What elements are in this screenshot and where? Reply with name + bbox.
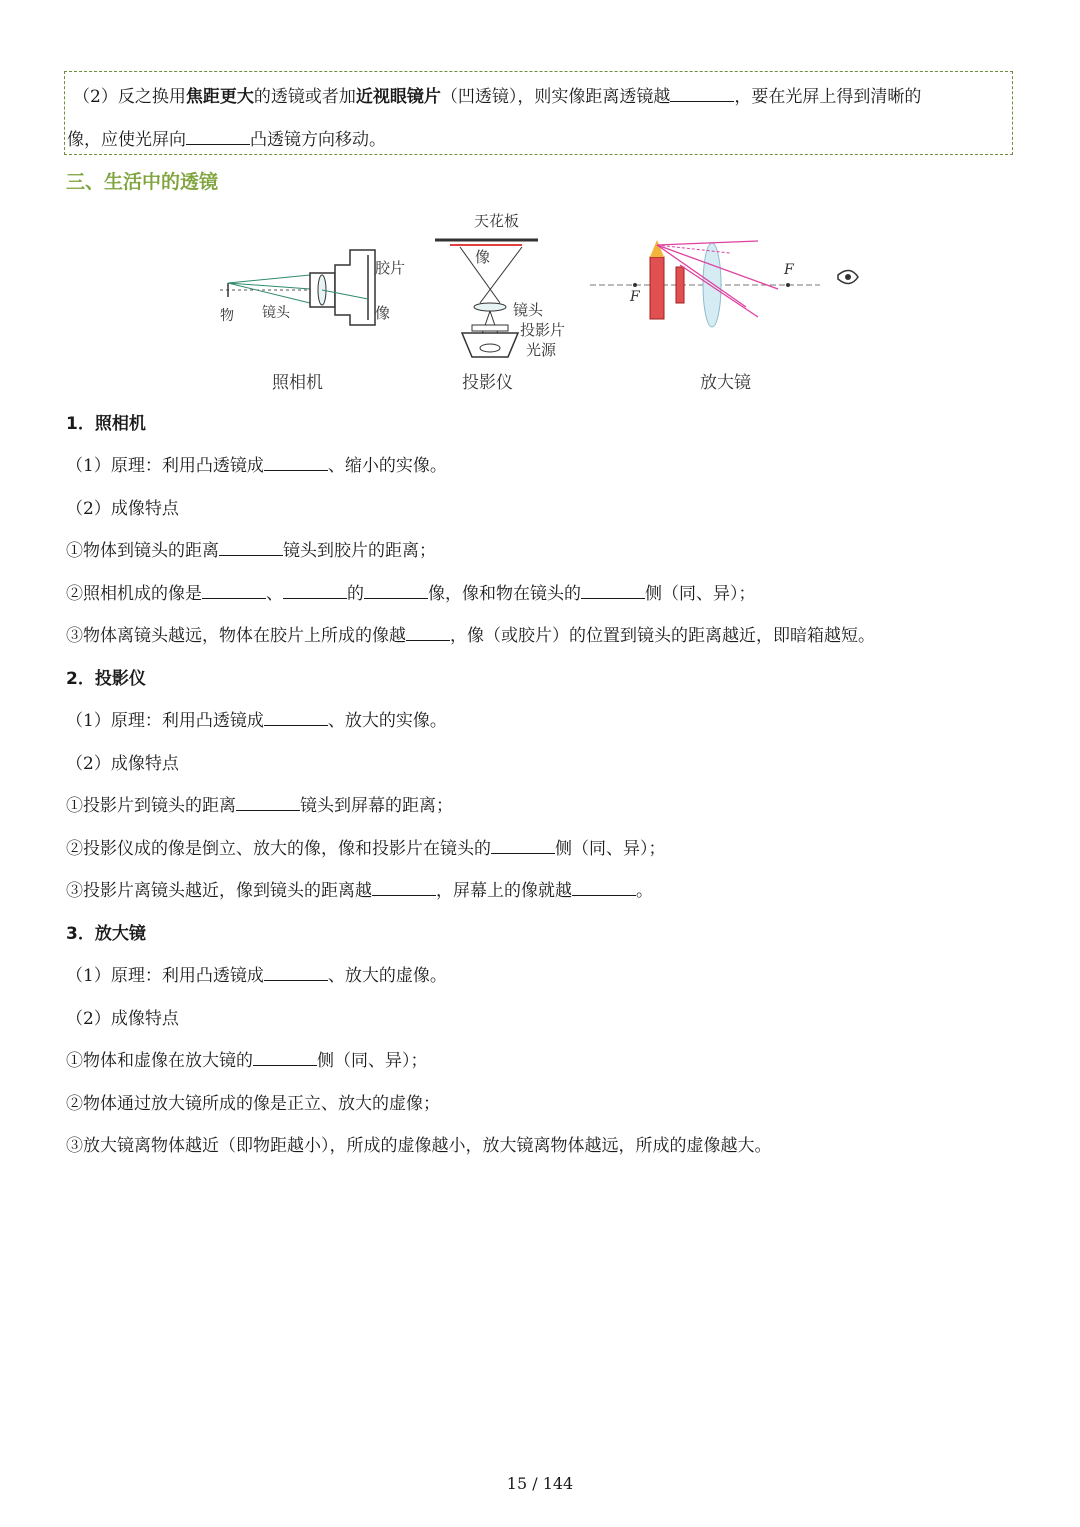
heading-magnifier: 3．放大镜 (66, 924, 146, 944)
projector-diagram (435, 212, 565, 359)
magnifier-item-3: ③放大镜离物体越近（即物距越小），所成的虚像越小，放大镜离物体越远，所成的虚像越大。 (66, 1136, 772, 1156)
note-line-1: （2）反之换用焦距更大的透镜或者加近视眼镜片（凹透镜），则实像距离透镜越 ，要在光屏上得到清晰的 (73, 87, 922, 107)
magnifier-label-f-right: F (784, 262, 794, 278)
heading-camera: 1．照相机 (66, 414, 146, 434)
fill-blank[interactable] (202, 584, 266, 599)
camera-label-object: 物 (220, 308, 234, 324)
camera-item-2: ②照相机成的像是 、 的 像，像和物在镜头的 侧（同、异）； (66, 584, 756, 604)
lens-figure (210, 205, 870, 400)
camera-features: （2）成像特点 (66, 499, 179, 519)
projector-label-image: 像 (475, 248, 491, 266)
emphasis-myopia: 近视眼镜片 (355, 87, 441, 107)
fill-blank[interactable] (572, 881, 636, 896)
camera-label-image: 像 (375, 304, 391, 322)
fill-blank[interactable] (236, 796, 300, 811)
note-box (64, 71, 1013, 155)
fill-blank[interactable] (372, 881, 436, 896)
fill-blank[interactable] (186, 130, 250, 145)
heading-projector: 2．投影仪 (66, 669, 146, 689)
magnifier-label-f-left: F (630, 289, 640, 305)
magnifier-item-2: ②物体通过放大镜所成的像是正立、放大的虚像； (66, 1094, 440, 1114)
projector-item-2: ②投影仪成的像是倒立、放大的像，像和投影片在镜头的 侧（同、异）； (66, 839, 666, 859)
fill-blank[interactable] (264, 456, 328, 471)
camera-principle: （1）原理：利用凸透镜成 、缩小的实像。 (66, 456, 447, 476)
camera-caption: 照相机 (272, 373, 323, 393)
fill-blank[interactable] (283, 584, 347, 599)
projector-label-light: 光源 (526, 341, 557, 359)
projector-label-lens: 镜头 (513, 301, 544, 319)
fill-blank[interactable] (670, 87, 734, 102)
camera-item-3: ③物体离镜头越远，物体在胶片上所成的像越 ，像（或胶片）的位置到镜头的距离越近，即暗箱越短。 (66, 626, 875, 646)
magnifier-diagram (590, 240, 858, 327)
fill-blank[interactable] (406, 626, 450, 641)
magnifier-item-1: ①物体和虚像在放大镜的 侧（同、异）； (66, 1051, 428, 1071)
projector-features: （2）成像特点 (66, 754, 179, 774)
projector-label-slide: 投影片 (520, 321, 566, 339)
magnifier-principle: （1）原理：利用凸透镜成 、放大的虚像。 (66, 966, 447, 986)
emphasis-focal: 焦距更大 (185, 87, 254, 107)
magnifier-caption: 放大镜 (700, 373, 751, 393)
projector-label-ceiling: 天花板 (474, 212, 520, 230)
camera-label-lens: 镜头 (262, 305, 290, 321)
note-line-2: 像，应使光屏向 凸透镜方向移动。 (67, 130, 386, 150)
fill-blank[interactable] (264, 711, 328, 726)
fill-blank[interactable] (491, 839, 555, 854)
fill-blank[interactable] (253, 1051, 317, 1066)
fill-blank[interactable] (219, 541, 283, 556)
projector-item-1: ①投影片到镜头的距离 镜头到屏幕的距离； (66, 796, 453, 816)
projector-caption: 投影仪 (462, 373, 513, 393)
page-number: 15 / 144 (506, 1474, 574, 1493)
camera-item-1: ①物体到镜头的距离 镜头到胶片的距离； (66, 541, 436, 561)
projector-principle: （1）原理：利用凸透镜成 、放大的实像。 (66, 711, 447, 731)
projector-item-3: ③投影片离镜头越近，像到镜头的距离越 ，屏幕上的像就越 。 (66, 881, 653, 901)
camera-diagram (220, 250, 405, 325)
fill-blank[interactable] (581, 584, 645, 599)
camera-label-film: 胶片 (375, 259, 406, 277)
fill-blank[interactable] (364, 584, 428, 599)
magnifier-features: （2）成像特点 (66, 1009, 179, 1029)
section-title: 三、生活中的透镜 (66, 171, 219, 193)
fill-blank[interactable] (264, 966, 328, 981)
